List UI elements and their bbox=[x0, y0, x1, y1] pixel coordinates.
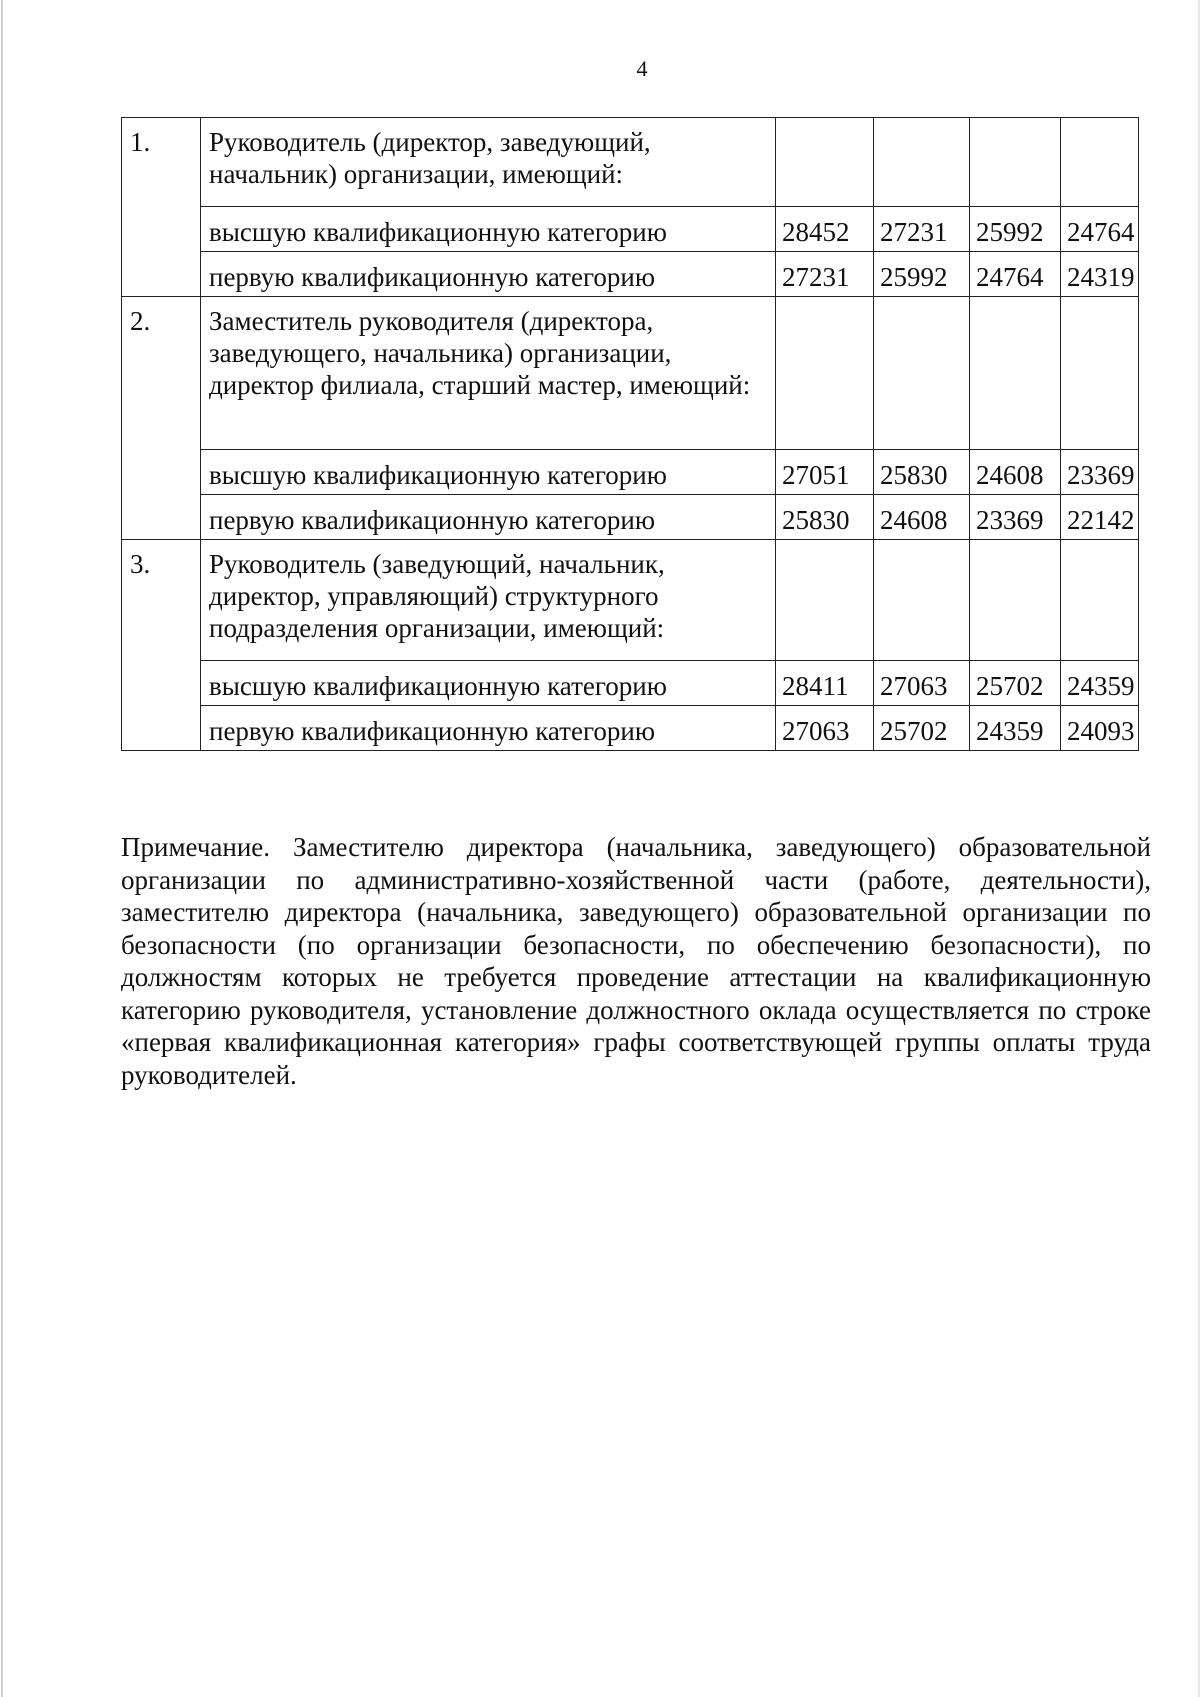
salary-value: 25830 bbox=[874, 450, 970, 495]
salary-value: 25702 bbox=[874, 706, 970, 751]
table-row-group-2-title bbox=[122, 297, 1139, 450]
page-number: 4 bbox=[636, 56, 648, 81]
salary-value: 24359 bbox=[1061, 661, 1139, 706]
salary-value: 28411 bbox=[776, 661, 874, 706]
salary-value: 25702 bbox=[970, 661, 1061, 706]
table-row bbox=[122, 706, 1139, 751]
empty-cell bbox=[874, 118, 970, 207]
table-row bbox=[122, 661, 1139, 706]
category-label: первую квалификационную категорию bbox=[201, 495, 776, 540]
salary-value: 24319 bbox=[1061, 252, 1139, 297]
category-label: первую квалификационную категорию bbox=[201, 252, 776, 297]
table-row bbox=[122, 207, 1139, 252]
empty-cell bbox=[776, 540, 874, 661]
group-title: Заместитель руководителя (директора, заведующего, начальника) организации, директор филиала, старший мастер, имеющий: bbox=[201, 297, 776, 450]
salary-value: 23369 bbox=[1061, 450, 1139, 495]
category-label: высшую квалификационную категорию bbox=[201, 661, 776, 706]
category-label: высшую квалификационную категорию bbox=[201, 450, 776, 495]
salary-value: 25830 bbox=[776, 495, 874, 540]
salary-value: 25992 bbox=[874, 252, 970, 297]
salary-value: 25992 bbox=[970, 207, 1061, 252]
salary-value: 24608 bbox=[970, 450, 1061, 495]
salary-value: 24764 bbox=[970, 252, 1061, 297]
table-row bbox=[122, 450, 1139, 495]
salary-value: 27231 bbox=[874, 207, 970, 252]
empty-cell bbox=[874, 540, 970, 661]
table-row-group-3-title bbox=[122, 540, 1139, 661]
footnote-paragraph: Примечание. Заместителю директора (начальника, заведующего) образовательной организации по административно-хозяйственной части (работе, деятельности), заместителю директора (начальника, заведующего) образовательной организации по безопасности (по организации безопасности, по обеспечению безопасности), по должностям которых не требуется проведение аттестации на квалификационную категорию руководителя, установление должностного оклада осуществляется по строке «первая квалификационная категория» графы соответствующей группы оплаты труда руководителей. bbox=[121, 832, 1151, 1090]
salary-value: 27063 bbox=[874, 661, 970, 706]
salary-value: 22142 bbox=[1061, 495, 1139, 540]
empty-cell bbox=[1061, 540, 1139, 661]
empty-cell bbox=[970, 297, 1061, 450]
group-title: Руководитель (заведующий, начальник, директор, управляющий) структурного подразделения организации, имеющий: bbox=[201, 540, 776, 661]
empty-cell bbox=[1061, 118, 1139, 207]
salary-value: 23369 bbox=[970, 495, 1061, 540]
empty-cell bbox=[1061, 297, 1139, 450]
salary-value: 24093 bbox=[1061, 706, 1139, 751]
group-number: 1. bbox=[122, 118, 201, 297]
salary-value: 27231 bbox=[776, 252, 874, 297]
group-title: Руководитель (директор, заведующий, начальник) организации, имеющий: bbox=[201, 118, 776, 207]
group-number: 3. bbox=[122, 540, 201, 751]
category-label: высшую квалификационную категорию bbox=[201, 207, 776, 252]
salary-value: 27051 bbox=[776, 450, 874, 495]
salary-value: 24359 bbox=[970, 706, 1061, 751]
scan-edge-left bbox=[1, 0, 3, 1697]
salary-value: 27063 bbox=[776, 706, 874, 751]
group-number: 2. bbox=[122, 297, 201, 540]
empty-cell bbox=[776, 297, 874, 450]
category-label: первую квалификационную категорию bbox=[201, 706, 776, 751]
table-row-group-1-title bbox=[122, 118, 1139, 207]
empty-cell bbox=[970, 540, 1061, 661]
salary-value: 24764 bbox=[1061, 207, 1139, 252]
salary-table bbox=[121, 117, 1139, 751]
table-row bbox=[122, 252, 1139, 297]
empty-cell bbox=[776, 118, 874, 207]
empty-cell bbox=[874, 297, 970, 450]
empty-cell bbox=[970, 118, 1061, 207]
salary-value: 28452 bbox=[776, 207, 874, 252]
salary-value: 24608 bbox=[874, 495, 970, 540]
table-row bbox=[122, 495, 1139, 540]
